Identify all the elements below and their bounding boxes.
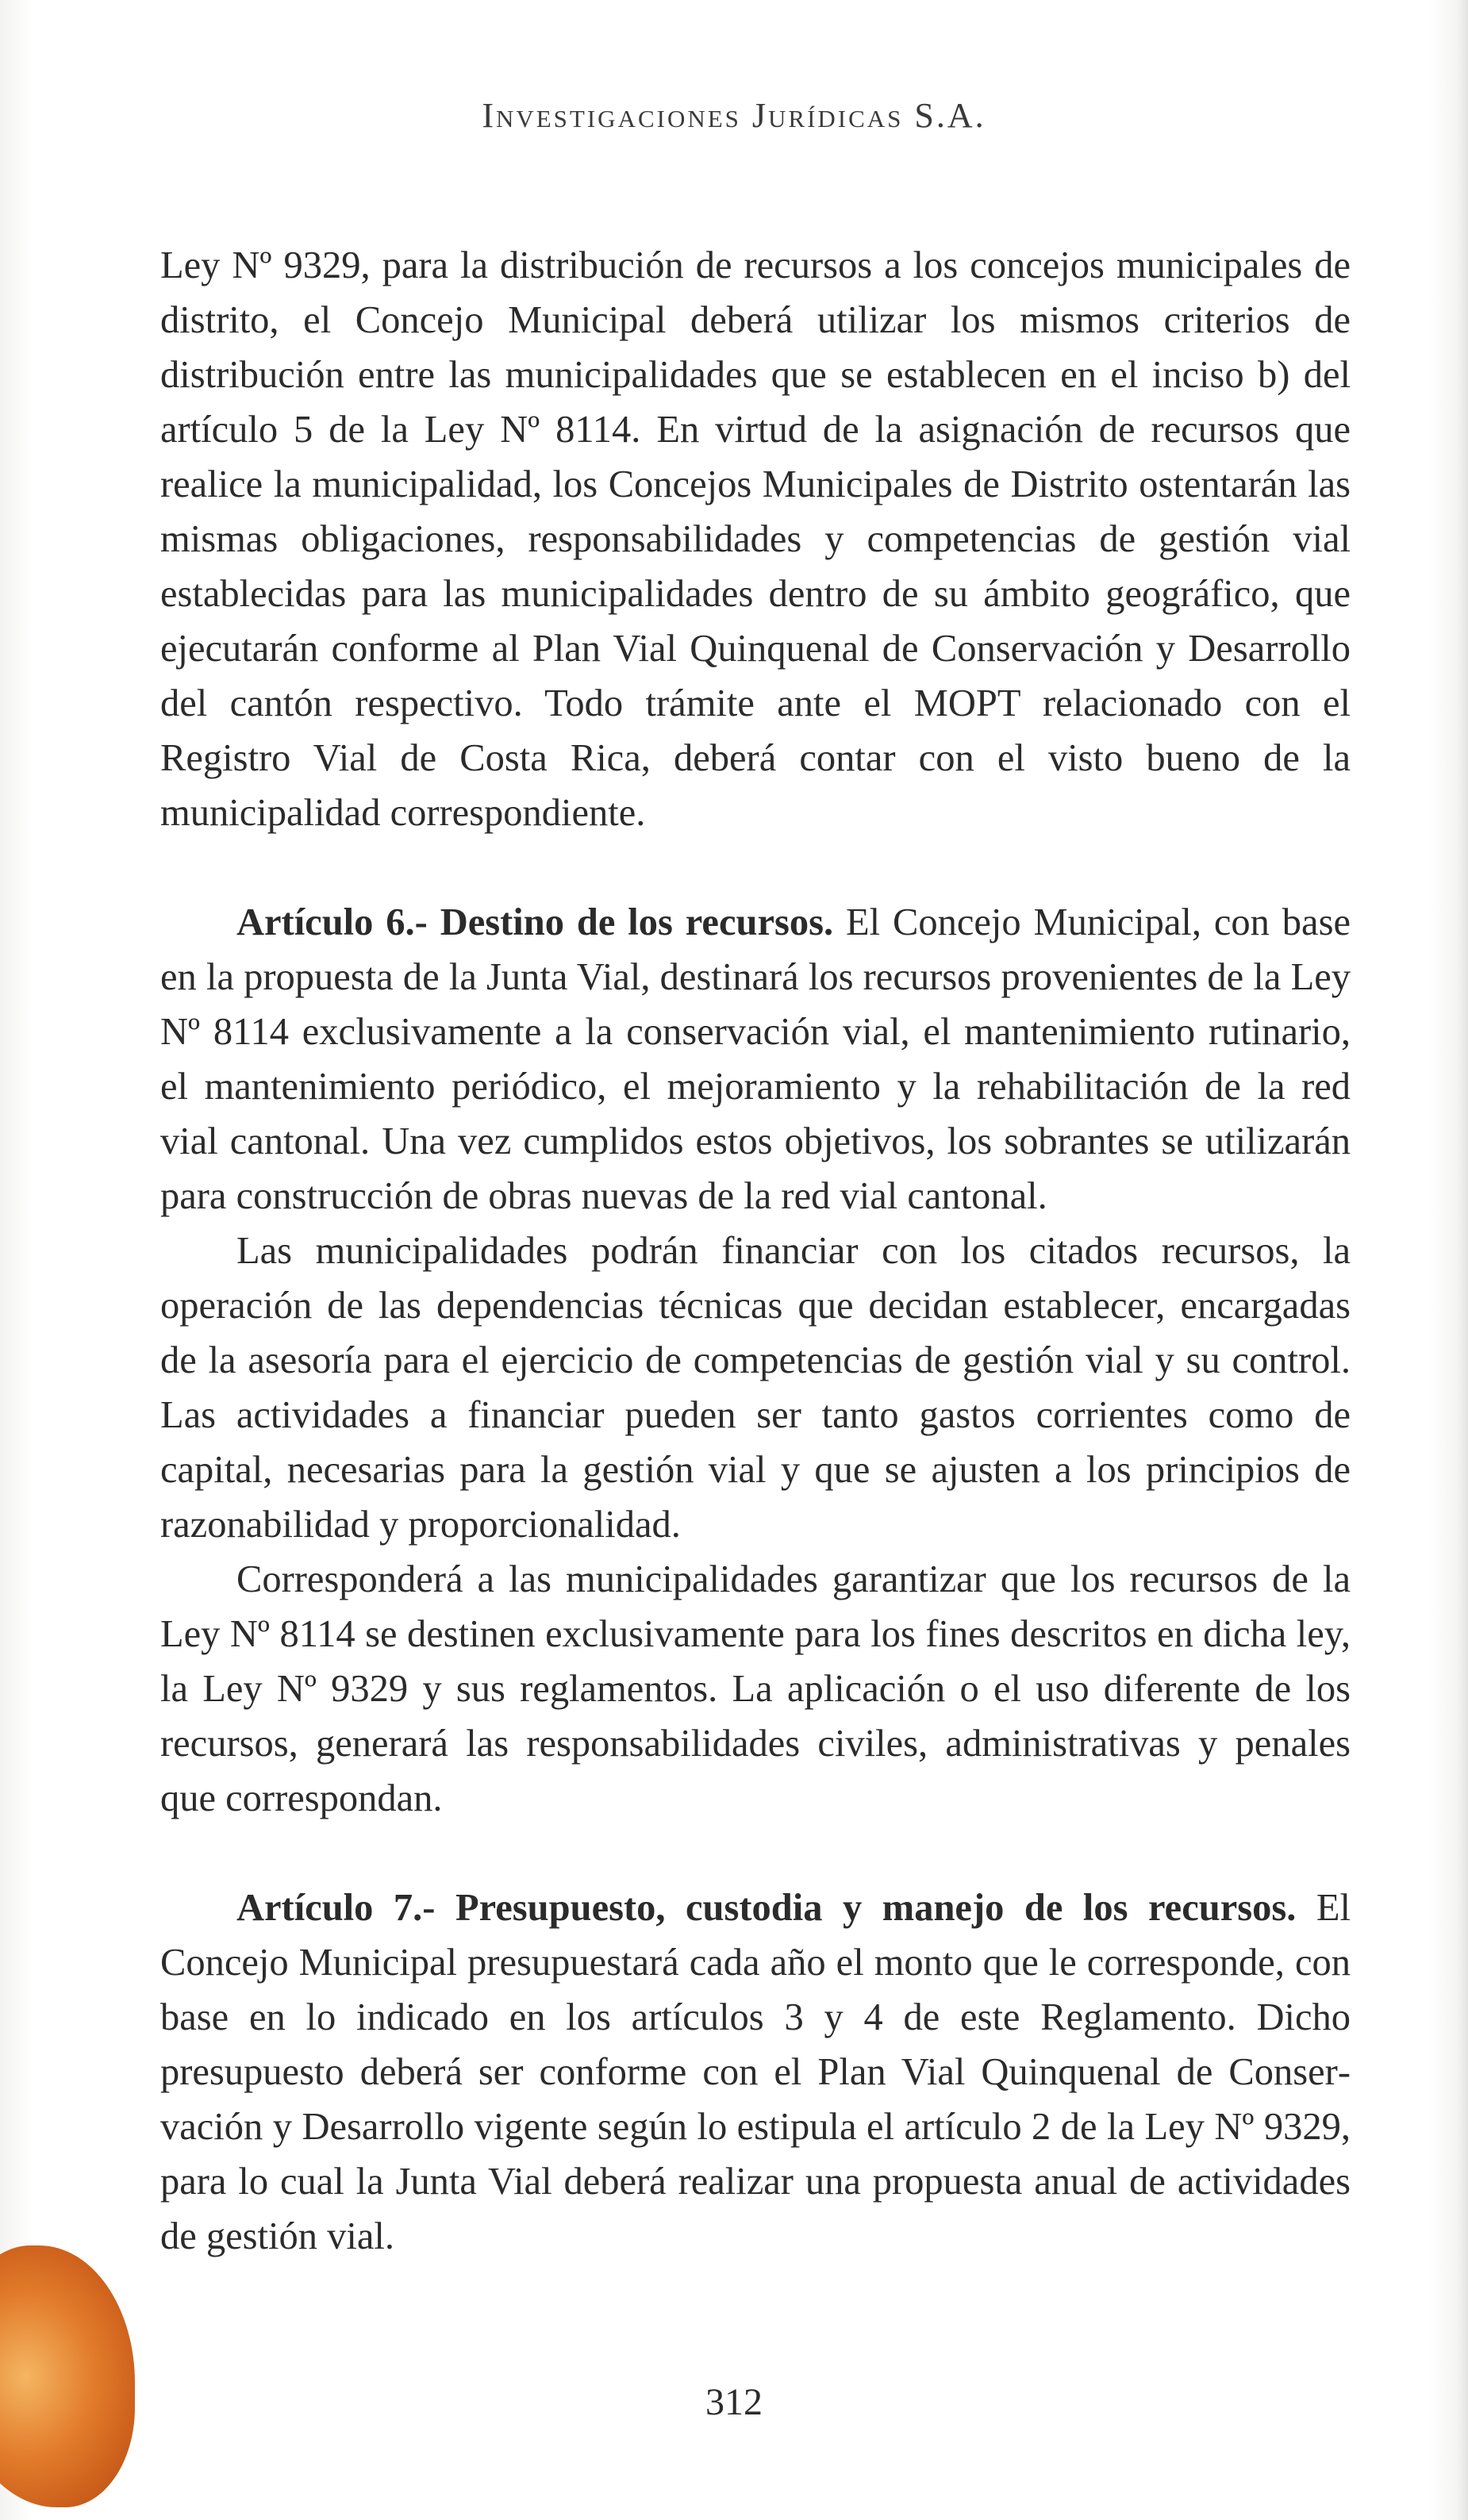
page-number: 312	[705, 2381, 763, 2423]
article-6-paragraph-2: Las municipalidades podrán financiar con los citados recursos, la operación de las dependencias técnicas que decidan establecer, encargadas de la asesoría para el ejercicio de competencias de gestión vial y su control. Las actividades a financiar pueden ser tanto gastos corrientes como de capital, necesarias para la gestión vial y que se ajusten a los principios de razonabilidad y proporcionalidad.	[160, 1230, 1351, 1546]
page-edge-shadow	[1457, 0, 1468, 2520]
page-body	[160, 238, 1351, 2264]
article-7-paragraph	[160, 1880, 1351, 2264]
article-7-title: Artículo 7.- Presupuesto, custodia y manejo de los recursos.	[236, 1887, 1297, 1929]
article-6-title: Artículo 6.- Destino de los recursos.	[236, 901, 834, 943]
running-header: Investigaciones Jurídicas S.A.	[482, 96, 986, 135]
paragraph-continuation: Ley Nº 9329, para la distribución de recursos a los concejos municipales de distrito, el Concejo Municipal deberá utilizar los mismos criterios de distribución entre las municipalidades que se establecen en el inciso b) del artículo 5 de la Ley Nº 8114. En virtud de la asignación de recursos que realice la municipalidad, los Concejos Municipales de Distrito ostentarán las mismas obligaciones, responsabilidades y competencias de gestión vial establecidas para las municipalidades dentro de su ámbito geográfico, que ejecutarán conforme al Plan Vial Quinquenal de Conservación y Desarrollo del cantón respectivo. Todo trámite ante el MOPT relacionado con el Registro Vial de Costa Rica, deberá contar con el visto bueno de la municipalidad correspondiente.	[160, 244, 1351, 834]
thumb-shape	[0, 2245, 135, 2507]
article-6-paragraph	[160, 895, 1351, 1224]
article-7-text: El Concejo Municipal presupuestará cada año el monto que le corresponde, con base en lo indicado en los artículos 3 y 4 de este Reglamento. Dicho presupuesto deberá ser conforme con el Plan Vial Quinquenal de Conservación y Desarrollo vigente según lo estipula el artículo 2 de la Ley Nº 9329, para lo cual la Junta Vial deberá realizar una propuesta anual de actividades de gestión vial.	[160, 1887, 1351, 2257]
article-6-text: El Concejo Municipal, con base en la propuesta de la Junta Vial, destinará los recursos provenientes de la Ley Nº 8114 exclusivamente a la conservación vial, el mantenimiento rutinario, el mantenimiento periódico, el mejoramiento y la rehabilitación de la red vial cantonal. Una vez cumplidos estos objetivos, los sobrantes se utilizarán para construcción de obras nuevas de la red vial cantonal.	[160, 901, 1351, 1217]
article-6-paragraph-3: Corresponderá a las municipalidades garantizar que los recursos de la Ley Nº 8114 se destinen exclusivamente para los fines descritos en dicha ley, la Ley Nº 9329 y sus reglamentos. La aplicación o el uso diferente de los recursos, generará las responsabilidades civiles, administrativas y penales que correspondan.	[160, 1558, 1351, 1819]
